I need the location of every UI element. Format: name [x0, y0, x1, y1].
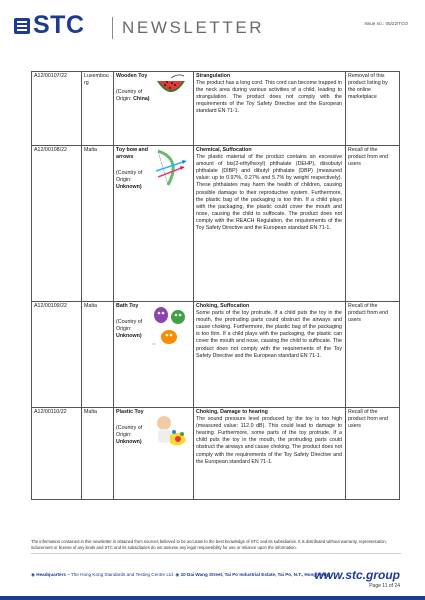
risk-cell [194, 408, 346, 500]
watermelon-toy-image [154, 73, 188, 100]
measures-taken: Recall of the product from end users [346, 146, 400, 302]
product-cell [114, 72, 194, 146]
table-row [32, 408, 400, 500]
product-name: Toy bow and arrows [116, 147, 148, 161]
hq-label: Headquarters [36, 572, 66, 577]
risk-type: Chemical, Suffocation [196, 147, 252, 153]
risk-type: Strangulation [196, 73, 231, 79]
notifying-country: Malta [82, 408, 114, 500]
stc-logo-text: STC [33, 11, 85, 39]
hq-name: – The Hong Kong Standards and Testing Centre Ltd. [67, 572, 175, 577]
alert-id: A12/00110/22 [32, 408, 82, 500]
product-name: Wooden Toy [116, 73, 148, 79]
alert-id: A12/00107/22 [32, 72, 82, 146]
origin-value: Unknown) [116, 184, 142, 191]
location-pin-icon: ◉ [175, 572, 180, 577]
plastic-toy-image [148, 409, 188, 454]
measures-taken: Recall of the product from end users [346, 408, 400, 500]
notifying-country: Malta [82, 146, 114, 302]
disclaimer: The information contained in this newsletter is obtained from sources believed to be accurate to the best knowledge of STC and its subsidiaries. It is distributed without warranty, representation, inducement or license of any kinds and STC and its subsidiaries do not assume any legal responsibility for use or reliance upon the information. [31, 539, 387, 550]
bath-toy-image [150, 303, 188, 352]
measures-taken: Removal of this product listing by the online marketplace [346, 72, 400, 146]
origin-value: Unknown) [116, 439, 142, 446]
issue-number: Issue no.: 05/22/TCO [364, 21, 408, 26]
origin-label: (Country of Origin: [116, 89, 143, 103]
footer-divider [31, 553, 401, 554]
recall-table [31, 71, 400, 500]
stc-logo-mark [14, 18, 30, 34]
risk-cell [194, 146, 346, 302]
table-row [32, 146, 400, 302]
section-title: NEWSLETTER [122, 18, 265, 37]
hq-address: 10 Dai Wang Street, Tai Po Industrial Estate, Tai Po, N.T., Hong Kong [180, 572, 330, 577]
risk-type: Choking, Suffocation [196, 303, 250, 309]
risk-description: The product has a long cord. This cord can become trapped in the neck area during various activities of a child, leading to strangulation. The product does not comply with the requirements of the Toy Safety Directive and the European standard EN 71-1. [196, 80, 342, 115]
risk-type: Choking, Damage to hearing [196, 409, 268, 415]
product-cell [114, 408, 194, 500]
product-cell [114, 302, 194, 408]
footer-strip [0, 596, 425, 600]
origin-label: (Country of Origin: [116, 170, 143, 184]
risk-description: The plastic material of the product contains an excessive amount of bis(2-ethylhexyl) phthalate (DEHP), diisobutyl phthalate (DIBP) and dibutyl phthalate (DBP) (measured value: up to 0.97%, 0.27% and 5.7% by weight respectively). These phthalates may harm the health of children, causing possible damage to their reproductive system. Furthermore, the plastic bag of the packaging is too thin. If a child plays with the packaging, the plastic could cover the mouth and nose, causing the child to suffocate. The product does not comply with the REACH Regulation, the requirements of the Toy Safety Directive and the European standard EN 71-1. [196, 154, 342, 232]
headquarters-info [31, 572, 329, 578]
alert-id: A12/00108/22 [32, 146, 82, 302]
product-name: Bath Toy [116, 303, 139, 309]
alert-id: A12/00109/22 [32, 302, 82, 408]
website-link[interactable]: www.stc.group [314, 568, 400, 582]
measures-taken: Recall of the product from end users [346, 302, 400, 408]
location-pin-icon: ◉ [31, 572, 36, 577]
table-row [32, 302, 400, 408]
page-number: Page 11 of 24 [369, 583, 400, 589]
origin-label: (Country of Origin: [116, 319, 143, 333]
bow-arrow-image [152, 147, 188, 192]
table-row [32, 72, 400, 146]
notifying-country: Luxembourg [82, 72, 114, 146]
risk-cell [194, 302, 346, 408]
risk-description: Some parts of the toy protrude. If a child puts the toy in the mouth, the protruding parts could obstruct the airways and cause choking. Furthermore, the plastic bag of the packaging is too thin. If a child plays with the packaging, the plastic can cover the mouth and nose, causing the child to suffocate. The product does not comply with the requirements of the Toy Safety Directive and the European standard EN 71-1. [196, 310, 342, 359]
origin-value: China) [133, 96, 150, 103]
product-name: Plastic Toy [116, 409, 144, 415]
origin-value: Unknown) [116, 333, 142, 340]
risk-description: The sound pressure level produced by the toy is too high (measured value: 112.0 dB). This could lead to damage to hearing. Furthermore, some parts of the toy protrude. If a child puts the toy in the mouth, the protruding parts could obstruct the airways and cause choking. The product does not comply with the requirements of the Toy Safety Directive and the European standard EN 71-1. [196, 416, 342, 465]
newsletter-header [0, 0, 425, 44]
notifying-country: Malta [82, 302, 114, 408]
origin-label: (Country of Origin: [116, 425, 143, 439]
risk-cell [194, 72, 346, 146]
header-divider [112, 17, 113, 39]
product-cell [114, 146, 194, 302]
